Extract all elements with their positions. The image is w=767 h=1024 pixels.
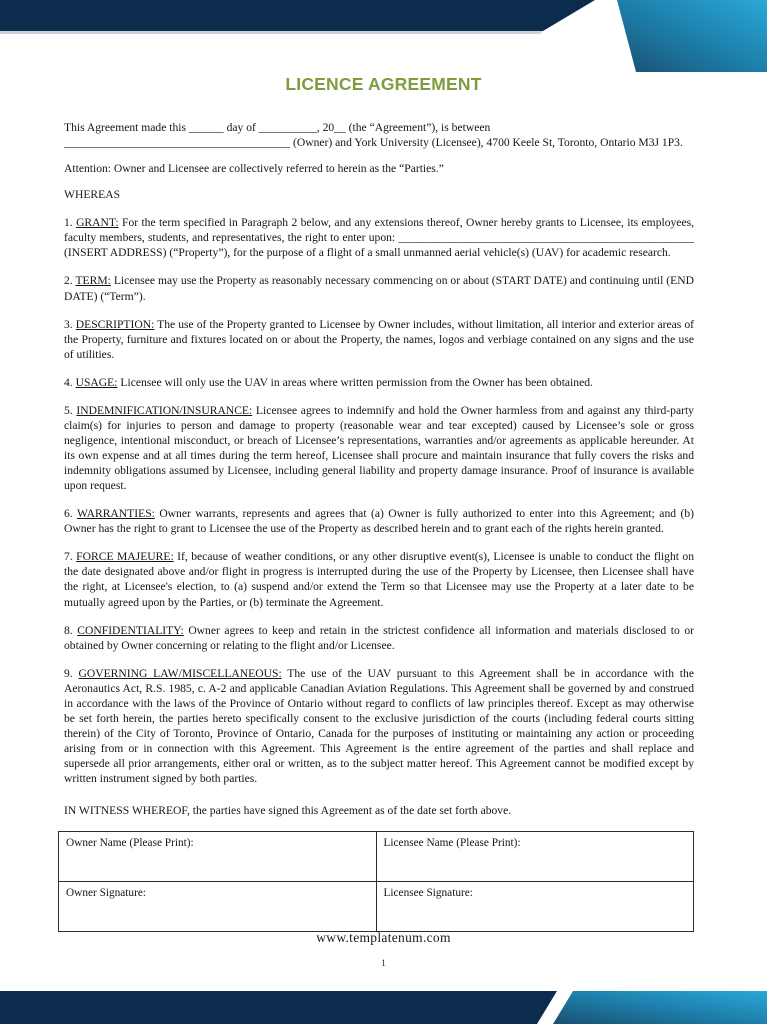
clause-body: The use of the UAV pursuant to this Agreement shall be in accordance with the Aeronautics Act, R.S. 1985, c. A-2 and applicable Canadian Aviation Regulations. This Agreement shall be governed by and construed in accordance with the laws of the Province of Ontario without regard to conflicts of law principles thereof. Except as may otherwise be set forth herein, the parties hereto specifically consent to the exclusive jurisdiction of the courts (including federal courts sitting therein) of the City of Toronto, Province of Ontario, Canada for the purposes of instituting or maintaining any action or proceeding arising from or in connection with this Agreement. This Agreement is the entire agreement of the parties and shall replace and supersede all prior arrangements, either oral or written, as to the subject matter hereof. This Agreement cannot be modified except by written instrument signed by both parties. [64, 666, 694, 786]
whereas-heading: WHEREAS [64, 188, 121, 202]
owner-name-cell[interactable]: Owner Name (Please Print): [59, 832, 377, 882]
clause-number: 1. [64, 216, 73, 230]
clause-heading: WARRANTIES: [76, 507, 155, 521]
clause-9 [64, 666, 694, 787]
attention-note: Attention: Owner and Licensee are collectively referred to herein as the “Parties.” [64, 162, 444, 176]
intro-line-1: This Agreement made this ______ day of __________, 20__ (the “Agreement”), is between [64, 121, 491, 134]
clause-3 [64, 317, 694, 362]
clause-2 [64, 273, 694, 303]
footer-banner-decoration [0, 968, 767, 1024]
clause-heading: USAGE: [75, 375, 118, 389]
clause-heading: INDEMNIFICATION/INSURANCE: [76, 403, 253, 417]
clause-body: The use of the Property granted to Licensee by Owner includes, without limitation, all interior and exterior areas of the Property, furniture and fixtures located on or about the Property, the names, logos and verbiage contained on any signs and the use of utilities. [64, 317, 694, 361]
clause-heading: GOVERNING LAW/MISCELLANEOUS: [78, 666, 282, 680]
witness-statement: IN WITNESS WHEREOF, the parties have signed this Agreement as of the date set forth above. [64, 804, 512, 818]
clause-number: 6. [64, 507, 73, 521]
licensee-name-cell[interactable]: Licensee Name (Please Print): [376, 832, 694, 882]
clause-body: Owner warrants, represents and agrees that (a) Owner is fully authorized to enter into this Agreement; and (b) Owner has the right to grant to Licensee the use of the Property as described herein and to grant each of the rights herein granted. [64, 507, 694, 536]
table-row [59, 882, 694, 932]
clause-4 [64, 375, 694, 390]
clause-heading: FORCE MAJEURE: [76, 550, 174, 564]
clause-body: If, because of weather conditions, or any other disruptive event(s), Licensee is unable to conduct the flight on the date designated above and/or flight in progress is interrupted during the use of the Property by Licensee, then Licensee shall have the right, at Licensee's election, to (a) suspend and/or extend the Term so that Licensee may use the Property at a later date to be mutually agreed upon by the Parties, or (b) terminate the Agreement. [64, 550, 695, 609]
clause-1 [64, 215, 694, 260]
clause-7 [64, 549, 694, 609]
clause-6 [64, 506, 694, 536]
clause-heading: CONFIDENTIALITY: [77, 623, 184, 637]
document-body [64, 120, 694, 831]
footer-page-number: 1 [381, 959, 386, 969]
clause-number: 8. [64, 623, 73, 637]
table-row [59, 832, 694, 882]
clause-8 [64, 623, 694, 653]
clause-number: 2. [64, 274, 73, 288]
clause-body: Licensee may use the Property as reasonably necessary commencing on or about (START DATE) and continuing until (END DATE) (“Term”). [64, 274, 694, 303]
owner-signature-cell[interactable]: Owner Signature: [59, 882, 377, 932]
clause-number: 4. [64, 375, 73, 389]
clause-number: 3. [64, 317, 73, 331]
intro-block [64, 120, 694, 150]
clause-heading: GRANT: [76, 216, 119, 230]
clause-number: 7. [64, 550, 73, 564]
signature-table [58, 831, 694, 932]
clause-body: For the term specified in Paragraph 2 below, and any extensions thereof, Owner hereby grants to Licensee, its employees, faculty members, students, and representatives, the right to enter upon: ___________________________________________________ (INSERT ADDRESS) (“Property”), for the purpose of a flight of a small unmanned aerial vehicle(s) (UAV) for academic research. [64, 216, 695, 260]
footer-website-url: www.templatenum.com [316, 930, 451, 945]
clause-number: 9. [64, 666, 73, 680]
clause-number: 5. [64, 403, 73, 417]
intro-line-2: _______________________________________ (Owner) and York University (Licensee), 4700 Keele St, Toronto, Ontario M3J 1P3. [64, 136, 683, 150]
licensee-signature-cell[interactable]: Licensee Signature: [376, 882, 694, 932]
clause-body: Owner agrees to keep and retain in the strictest confidence all information and materials disclosed to or obtained by Owner concerning or relating to the flight and/or Licensee. [64, 623, 694, 652]
clause-5 [64, 403, 694, 493]
clause-body: Licensee agrees to indemnify and hold the Owner harmless from and against any third-party claim(s) for injuries to person and damage to property (reasonable wear and tear excepted) caused by Licensee’s sole or gross negligence, intentional misconduct, or breach of Licensee’s representations, warranties and/or agreements as applicable hereunder. At its own expense and at all times during the term hereof, Licensee shall procure and maintain insurance that fully covers the risks and indemnity obligations assumed by Licensee, including general liability and property damage insurance. Proof of insurance is available upon request. [64, 403, 694, 493]
document-title: LICENCE AGREEMENT [285, 74, 482, 94]
clause-heading: DESCRIPTION: [75, 317, 155, 331]
clause-heading: TERM: [75, 274, 111, 288]
clause-body: Licensee will only use the UAV in areas where written permission from the Owner has been obtained. [120, 375, 593, 389]
